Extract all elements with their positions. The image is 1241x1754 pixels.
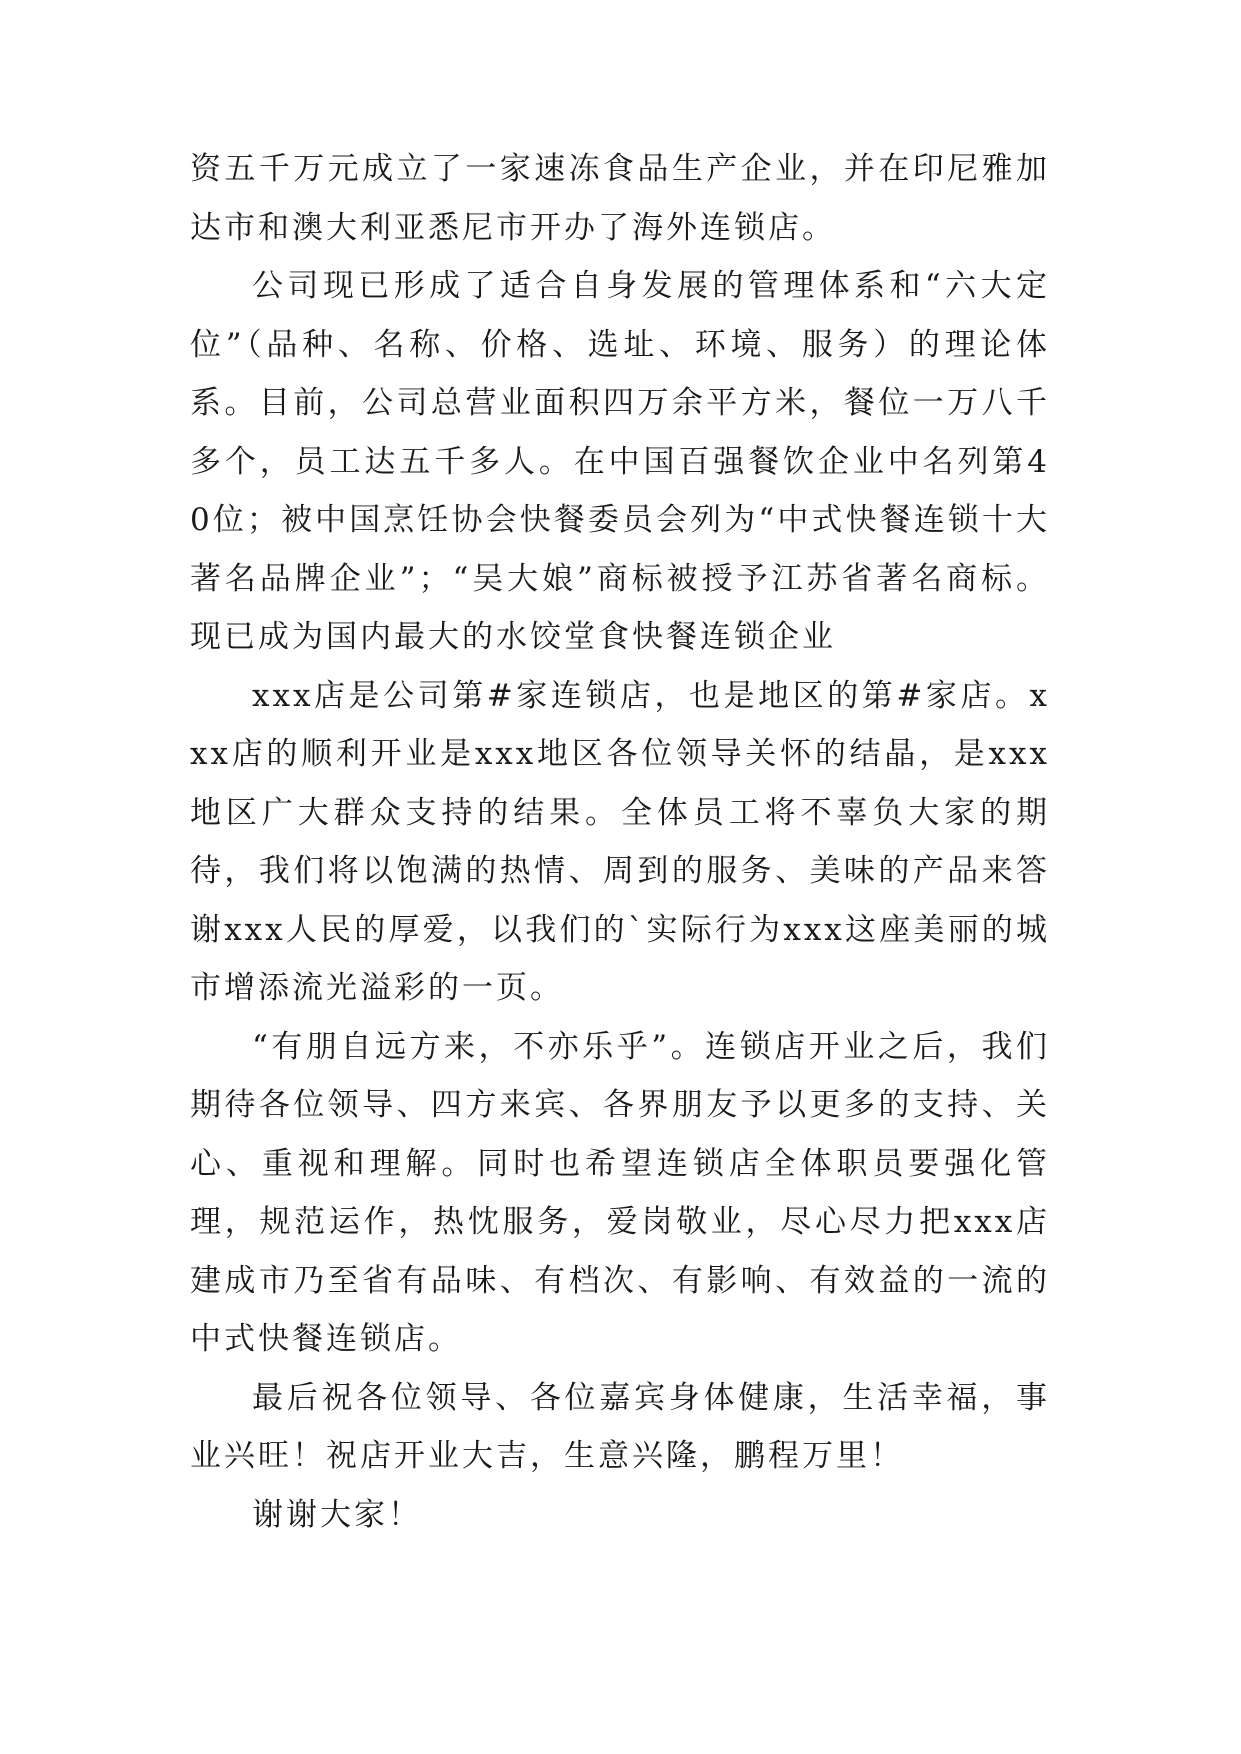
paragraph-management-system: 公司现已形成了适合自身发展的管理体系和“六大定位”（品种、名称、价格、选址、环境、服务）的理论体系。目前，公司总营业面积四万余平方米，餐位一万八千多个，员工达五千多人。在中国百强餐饮企业中名列第40位；被中国烹饪协会快餐委员会列为“中式快餐连锁十大著名品牌企业”；“吴大娘”商标被授予江苏省著名商标。现已成为国内最大的水饺堂食快餐连锁企业 bbox=[190, 268, 1050, 655]
paragraph-thanks: 谢谢大家！ bbox=[252, 1496, 422, 1533]
paragraph-company-investment: 资五千万元成立了一家速冻食品生产企业，并在印尼雅加达市和澳大利亚悉尼市开办了海外连锁店。 bbox=[190, 151, 1050, 246]
document-body bbox=[190, 140, 1050, 1544]
paragraph-store-opening: xxx店是公司第#家连锁店，也是地区的第#家店。xxx店的顺利开业是xxx地区各位领导关怀的结晶，是xxx地区广大群众支持的结果。全体员工将不辜负大家的期待，我们将以饱满的热情、周到的服务、美味的产品来答谢xxx人民的厚爱，以我们的`实际行为xxx这座美丽的城市增添流光溢彩的一页。 bbox=[190, 677, 1050, 1006]
paragraph-expectations: “有朋自远方来，不亦乐乎”。连锁店开业之后，我们期待各位领导、四方来宾、各界朋友予以更多的支持、关心、重视和理解。同时也希望连锁店全体职员要强化管理，规范运作，热忱服务，爱岗敬业，尽心尽力把xxx店建成市乃至省有品味、有档次、有影响、有效益的一流的中式快餐连锁店。 bbox=[190, 1028, 1050, 1357]
paragraph-blessings: 最后祝各位领导、各位嘉宾身体健康，生活幸福，事业兴旺！祝店开业大吉，生意兴隆，鹏程万里！ bbox=[190, 1379, 1050, 1474]
